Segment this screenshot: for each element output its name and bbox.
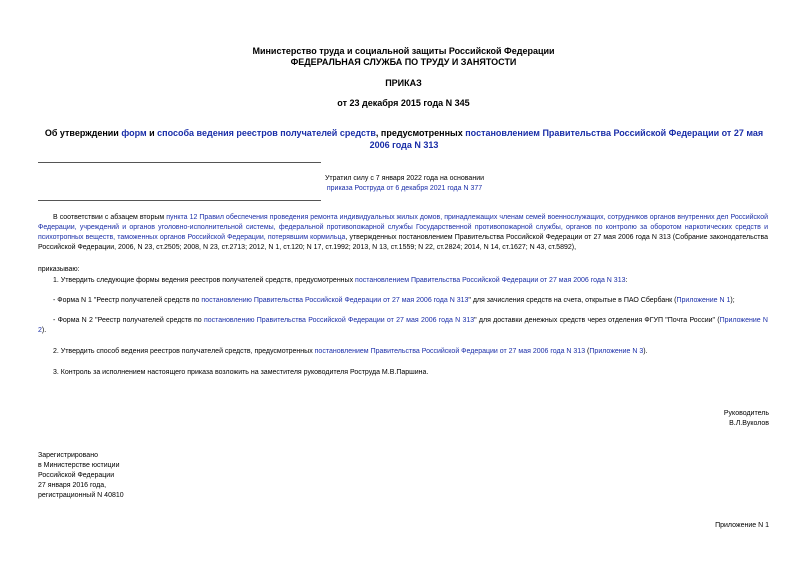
- signature-role: Руководитель: [723, 410, 769, 417]
- item-2-text: 2. Утвердить способ ведения реестров получателей средств, предусмотренных: [53, 348, 315, 355]
- registration-line: регистрационный N 40810: [38, 492, 124, 499]
- form-1: [38, 296, 768, 306]
- registration-line: Зарегистрировано: [38, 452, 98, 459]
- form-1-text: " для зачисления средств на счета, открытые в ПАО Сбербанк (: [468, 297, 677, 304]
- orders-label: приказываю:: [38, 266, 80, 273]
- title-text: , предусмотренных: [375, 128, 466, 138]
- form-2-link-resolution[interactable]: постановлению Правительства Российской Федерации от 27 мая 2006 года N 313: [203, 317, 475, 324]
- item-2-text: (: [585, 348, 590, 355]
- ministry-name: Министерство труда и социальной защиты Российской Федерации: [252, 46, 555, 56]
- document-type: ПРИКАЗ: [385, 78, 422, 88]
- title-text: и: [146, 128, 158, 138]
- form-1-text: );: [730, 297, 735, 304]
- document-title: [40, 127, 768, 151]
- form-2-text: " для доставки денежных средств через отделения ФГУП "Почта России" (: [474, 317, 720, 324]
- divider-bottom: [38, 200, 321, 201]
- signature-block: [724, 409, 769, 429]
- title-text: Об утверждении: [44, 128, 122, 138]
- title-link-forms[interactable]: форм: [121, 128, 147, 138]
- item-1-end: :: [625, 277, 628, 284]
- preamble-link-rules[interactable]: пункта 12 Правил обеспечения проведения ремонта индивидуальных жилых домов, принадлежащих членам семей военнослужащих, сотрудников органов внутренних дел Российской Федерации, учреждений и органов уголовно-исполнительной системы, федеральной противопожарной службы Государственной противопожарной службы, органов по контролю за оборотом наркотических средств и психотропных веществ, таможенных органов Российской Федерации, потерявшим кормильца: [38, 214, 768, 241]
- preamble-text: , утвержденных постановлением Правительства Российской Федерации от 27 мая 2006 года N 313 (Собрание законодательства Российской Федерации, 2006, N 23, ст.2505; 2008, N 23, ст.2713; 2012, N 1, ст.120; N 17, ст.1992; 2013, N 13, ст.1559; N 22, ст.2824; 2014, N 14, ст.1627; N 43, ст.5892),: [38, 234, 768, 251]
- lost-force-link[interactable]: приказа Роструда от 6 декабря 2021 года N 377: [326, 185, 483, 192]
- document-date-number: от 23 декабря 2015 года N 345: [337, 98, 470, 108]
- lost-force-note: [322, 174, 487, 194]
- form-1-link-resolution[interactable]: постановлению Правительства Российской Федерации от 27 мая 2006 года N 313: [201, 297, 469, 304]
- registration-line: Российской Федерации: [38, 472, 115, 479]
- registration-block: [38, 451, 124, 501]
- item-2-link-resolution[interactable]: постановлением Правительства Российской Федерации от 27 мая 2006 года N 313: [314, 348, 586, 355]
- divider-top: [38, 162, 321, 163]
- item-3: 3. Контроль за исполнением настоящего приказа возложить на заместителя руководителя Роструда М.В.Паршина.: [53, 369, 429, 376]
- preamble-text: В соответствии с абзацем вторым: [53, 214, 167, 221]
- title-link-method[interactable]: способа ведения реестров получателей средств: [157, 128, 376, 138]
- title-link-resolution[interactable]: постановлением Правительства Российской Федерации от 27 мая 2006 года N 313: [369, 128, 764, 150]
- form-2-link-appendix[interactable]: Приложение N 2: [38, 317, 768, 334]
- item-1: [38, 276, 768, 286]
- appendix-label: Приложение N 1: [715, 522, 769, 529]
- preamble-paragraph: [38, 213, 768, 253]
- registration-line: 27 января 2016 года,: [38, 482, 107, 489]
- signature-name: В.Л.Вуколов: [729, 420, 769, 427]
- item-1-link[interactable]: постановлением Правительства Российской Федерации от 27 мая 2006 года N 313: [355, 277, 626, 284]
- item-2-text: ).: [643, 348, 648, 355]
- item-2-link-appendix[interactable]: Приложение N 3: [589, 348, 644, 355]
- item-1-text: 1. Утвердить следующие формы ведения реестров получателей средств, предусмотренных: [53, 277, 356, 284]
- form-2-text: ).: [41, 327, 47, 334]
- form-2: [38, 316, 768, 336]
- item-2: [38, 347, 768, 357]
- form-2-text: - Форма N 2 "Реестр получателей средств по: [53, 317, 204, 324]
- form-1-link-appendix[interactable]: Приложение N 1: [676, 297, 731, 304]
- service-name: ФЕДЕРАЛЬНАЯ СЛУЖБА ПО ТРУДУ И ЗАНЯТОСТИ: [290, 57, 517, 67]
- registration-line: в Министерстве юстиции: [38, 462, 120, 469]
- form-1-text: - Форма N 1 "Реестр получателей средств по: [53, 297, 202, 304]
- lost-force-text: Утратил силу с 7 января 2022 года на основании: [324, 175, 485, 182]
